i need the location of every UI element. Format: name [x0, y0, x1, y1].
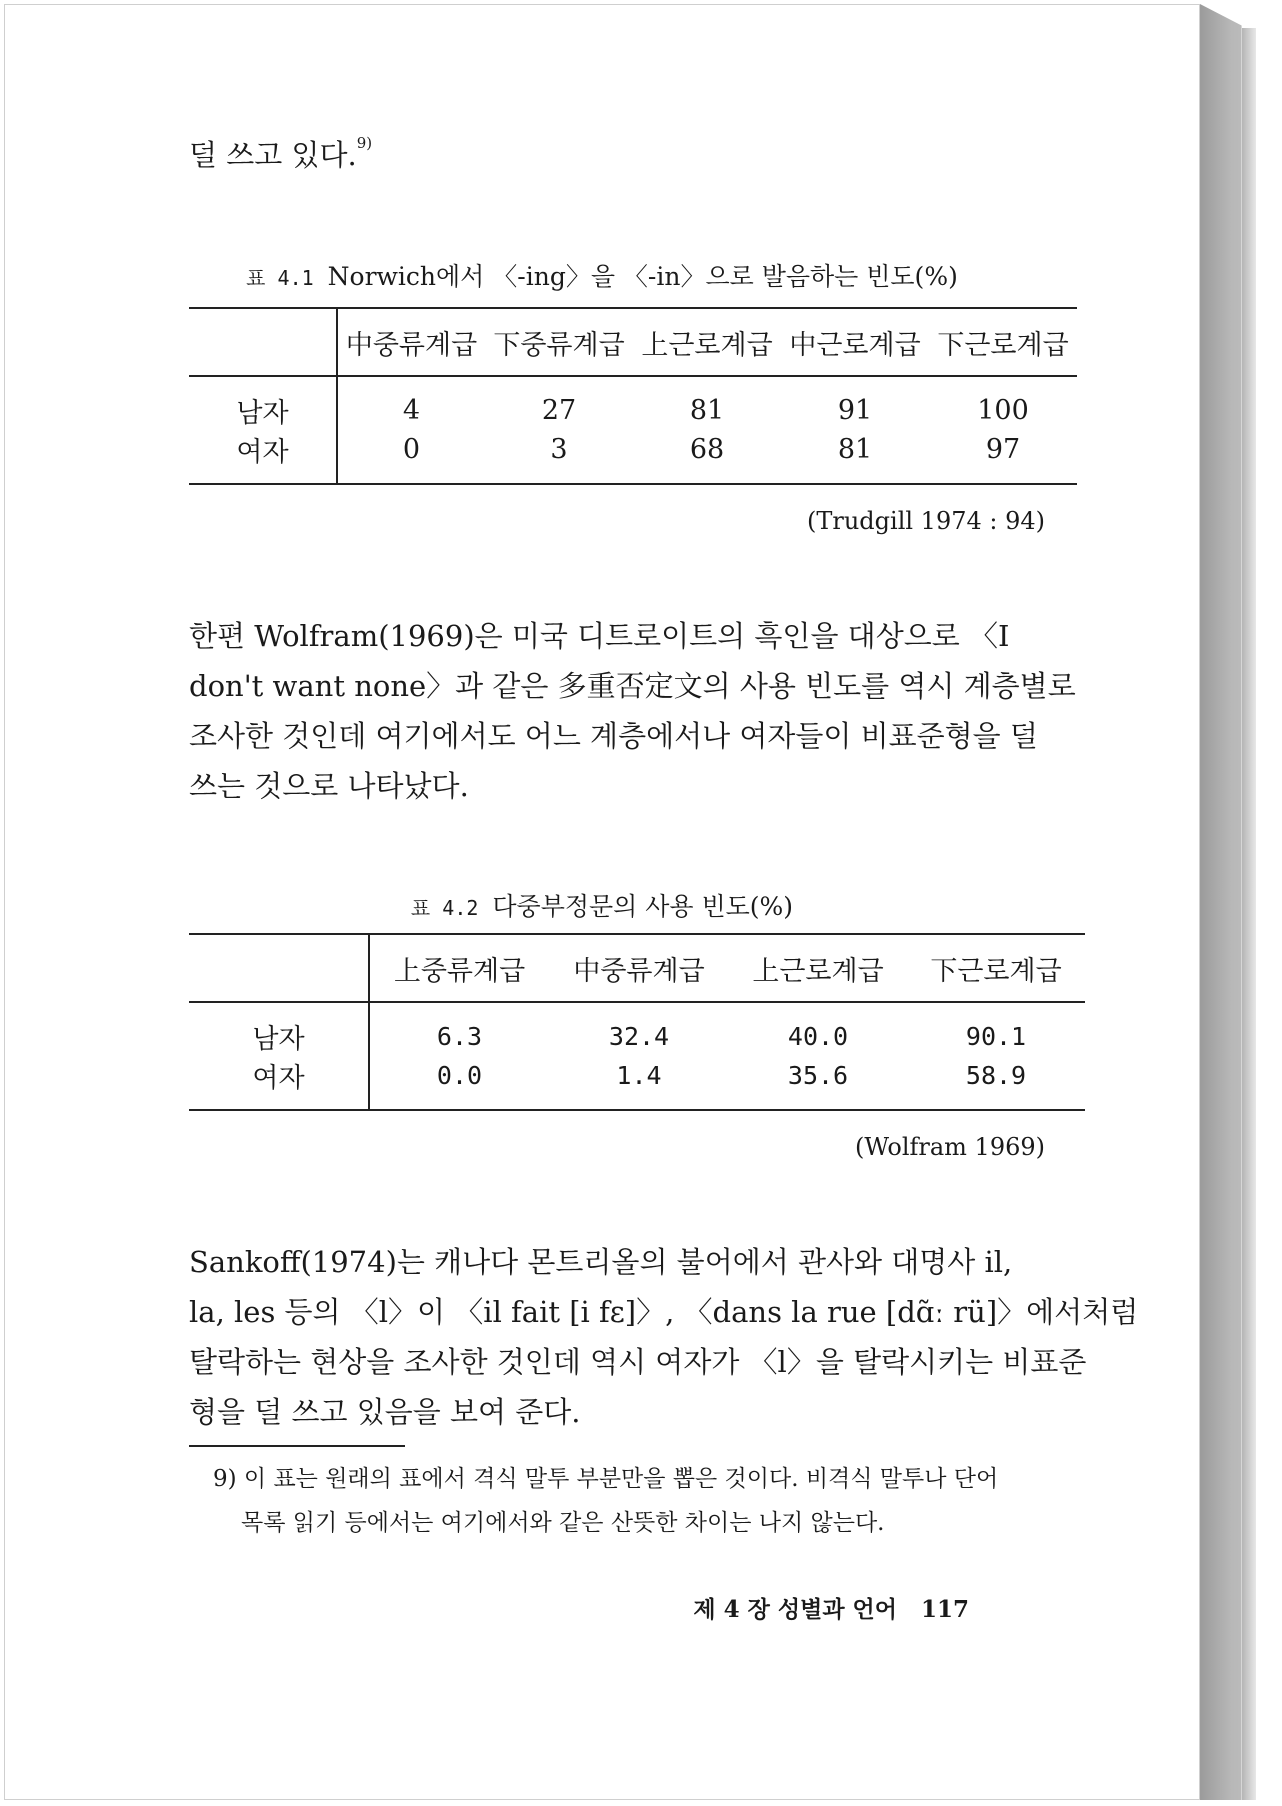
table-cell: 27	[541, 395, 577, 426]
table1-caption-text: Norwich에서 〈-ing〉을 〈-in〉으로 발음하는 빈도(%)	[327, 262, 958, 291]
book-page	[4, 4, 1200, 1800]
paragraph-line: 형을 덜 쓰고 있음을 보여 준다.	[189, 1395, 581, 1429]
table2-corner-cell	[189, 934, 369, 1002]
table1-col-header: 下중류계급	[493, 329, 625, 361]
table1-header-row	[189, 308, 1077, 376]
paragraph-line: 쓰는 것으로 나타났다.	[189, 769, 469, 803]
table2-col-header: 上중류계급	[393, 955, 526, 987]
table2-caption-number: 표 4.2	[410, 896, 479, 920]
table-cell: 3	[550, 434, 568, 465]
table1-col-header: 中중류계급	[345, 329, 478, 361]
table2	[189, 933, 1085, 1111]
table-cell: 68	[689, 434, 725, 465]
table-cell: 0	[402, 434, 421, 465]
table-cell: 58.9	[965, 1061, 1027, 1090]
table2-col-header: 上근로계급	[752, 955, 884, 987]
footnote-line: 목록 읽기 등에서는 여기에서와 같은 산뜻한 차이는 나지 않는다.	[241, 1510, 885, 1536]
row-label: 남자	[189, 376, 337, 430]
table-cell: 90.1	[965, 1022, 1027, 1051]
opening-line	[189, 133, 1085, 174]
table-cell: 6.3	[436, 1022, 483, 1051]
table2-caption	[5, 887, 1199, 923]
table1-col-header: 中근로계급	[789, 329, 921, 361]
table-cell: 35.6	[787, 1061, 849, 1090]
footnote-divider	[189, 1445, 405, 1447]
page-number: 117	[920, 1596, 969, 1623]
table-cell: 91	[837, 395, 873, 426]
footnote	[213, 1457, 1085, 1545]
table1-caption	[5, 257, 1199, 293]
paragraph-line: don't want none〉과 같은 多重否定文의 사용 빈도를 역시 계층별로	[189, 669, 1076, 703]
table2-source: (Wolfram 1969)	[854, 1133, 1045, 1161]
table-cell: 0.0	[436, 1061, 483, 1090]
table-cell: 100	[977, 395, 1029, 426]
row-label: 남자	[189, 1002, 369, 1056]
table1-col-header: 上근로계급	[641, 329, 773, 361]
page-edge	[1200, 4, 1280, 1800]
paragraph2	[189, 1237, 1139, 1437]
running-footer	[693, 1591, 969, 1624]
paragraph-line: 조사한 것인데 여기에서도 어느 계층에서나 여자들이 비표준형을 덜	[189, 719, 1038, 753]
table2-caption-text: 다중부정문의 사용 빈도(%)	[492, 892, 794, 921]
table-row	[189, 1002, 1085, 1056]
table-cell: 81	[837, 434, 873, 465]
footnote-mark: 9)	[356, 134, 373, 153]
paragraph-line: 탈락하는 현상을 조사한 것인데 역시 여자가 〈l〉을 탈락시키는 비표준	[189, 1345, 1087, 1379]
table-row	[189, 1056, 1085, 1110]
footnote-line: 9) 이 표는 원래의 표에서 격식 말투 부분만을 뽑은 것이다. 비격식 말투나 단어	[213, 1466, 999, 1492]
table1-col-header: 下근로계급	[937, 329, 1069, 361]
table-row	[189, 376, 1077, 430]
paragraph-line: la, les 등의 〈l〉이 〈il fait [i fɛ]〉, 〈dans la rue [dɑ̃ː rü]〉에서처럼	[189, 1295, 1139, 1329]
table-row	[189, 430, 1077, 484]
paragraph-line: 한편 Wolfram(1969)은 미국 디트로이트의 흑인을 대상으로 〈I	[189, 619, 1010, 653]
opening-line-text: 덜 쓰고 있다.	[189, 138, 357, 172]
table2-header-row	[189, 934, 1085, 1002]
table-cell: 40.0	[787, 1022, 849, 1051]
table-cell: 4	[402, 395, 421, 426]
row-label: 여자	[189, 1056, 369, 1110]
chapter-title: 제 4 장 성별과 언어	[693, 1596, 897, 1623]
paragraph-line: Sankoff(1974)는 캐나다 몬트리올의 불어에서 관사와 대명사 il,	[189, 1245, 1013, 1279]
table2-col-header: 下근로계급	[930, 955, 1062, 987]
table-cell: 97	[985, 434, 1021, 465]
table1	[189, 307, 1077, 485]
paragraph1	[189, 611, 1085, 811]
table-cell: 32.4	[608, 1022, 670, 1051]
table1-corner-cell	[189, 308, 337, 376]
table2-col-header: 中중류계급	[573, 955, 705, 987]
row-label: 여자	[189, 430, 337, 484]
table1-caption-number: 표 4.1	[246, 266, 314, 290]
page-shadow	[1242, 28, 1256, 1800]
table-cell: 1.4	[616, 1061, 662, 1090]
table1-source: (Trudgill 1974 : 94)	[806, 507, 1045, 535]
table-cell: 81	[689, 395, 725, 426]
